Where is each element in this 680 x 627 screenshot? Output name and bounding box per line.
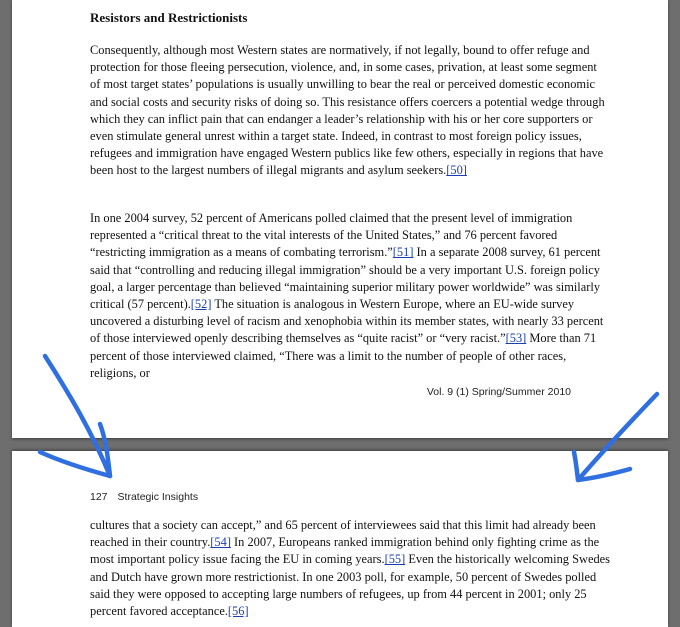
document-page-bottom [12, 451, 668, 627]
paragraph-3-text-1: cultures that a society can accept,” and 65 percent of interviewees said that this limit had already been reached in their country. [90, 518, 596, 550]
paragraph-2 [90, 210, 610, 382]
running-footer: Vol. 9 (1) Spring/Summer 2010 [426, 386, 571, 398]
page-number: 127 [90, 491, 108, 503]
paragraph-1 [90, 42, 610, 180]
paragraph-3 [90, 517, 610, 620]
citation-link-53[interactable]: [53] [505, 331, 527, 346]
paragraph-2-text-2: In a separate 2008 survey, 61 percent said that “controlling and reducing illegal immigration” should be a very important U.S. foreign policy goal, a larger percentage than believed “maintaining superior military power worldwide” was similarly critical (57 percent). [90, 245, 601, 312]
paragraph-3-text-2: In 2007, Europeans ranked immigration behind only fighting crime as the most important policy issue facing the EU in coming years. [90, 535, 600, 567]
document-page-top [12, 0, 668, 438]
paragraph-2-text-1: In one 2004 survey, 52 percent of Americans polled claimed that the present level of immigration represented a “critical threat to the vital interests of the United States,” and 76 percent favored “restricting immigration as a means of combating terrorism.” [90, 211, 573, 260]
paragraph-2-text-3: The situation is analogous in Western Europe, where an EU-wide survey uncovered a disturbing level of racism and xenophobia within its member states, with nearly 33 percent of those interviewed openly describing themselves as “quite racist” or “very racist.” [90, 297, 604, 346]
paragraph-2-text-4: More than 71 percent of those interviewed claimed, “There was a limit to the number of people of other races, religions, or [90, 331, 597, 380]
citation-link-55[interactable]: [55] [384, 552, 406, 567]
citation-link-56[interactable]: [56] [227, 604, 249, 619]
section-heading: Resistors and Restrictionists [90, 10, 248, 25]
citation-link-51[interactable]: [51] [392, 245, 414, 260]
citation-link-52[interactable]: [52] [190, 297, 212, 312]
citation-link-50[interactable]: [50] [446, 163, 467, 178]
citation-link-54[interactable]: [54] [210, 535, 231, 550]
running-header [90, 491, 198, 503]
paragraph-1-text: Consequently, although most Western states are normatively, if not legally, bound to offer refuge and protection for those fleeing persecution, violence, and, in some cases, privation, at least some segment of most target states’ populations is usually unwilling to bear the real or perceived domestic economic and social costs and security risks of doing so. This resistance offers coercers a potential wedge through which they can inflict pain that can endanger a leader’s relationship with his or her core supporters or even stimulate general unrest within a target state. Indeed, in contrast to most foreign policy issues, refugees and immigration have engaged Western publics like few others, especially in regions that have been host to the largest numbers of illegal migrants and asylum seekers. [90, 43, 605, 178]
journal-title: Strategic Insights [117, 491, 199, 503]
paragraph-3-text-3: Even the historically welcoming Swedes and Dutch have grown more restrictionist. In one 2003 poll, for example, 50 percent of Swedes polled said they were opposed to accepting large numbers of refugees, up from 44 percent in 2001; only 25 percent favored acceptance. [90, 552, 610, 619]
